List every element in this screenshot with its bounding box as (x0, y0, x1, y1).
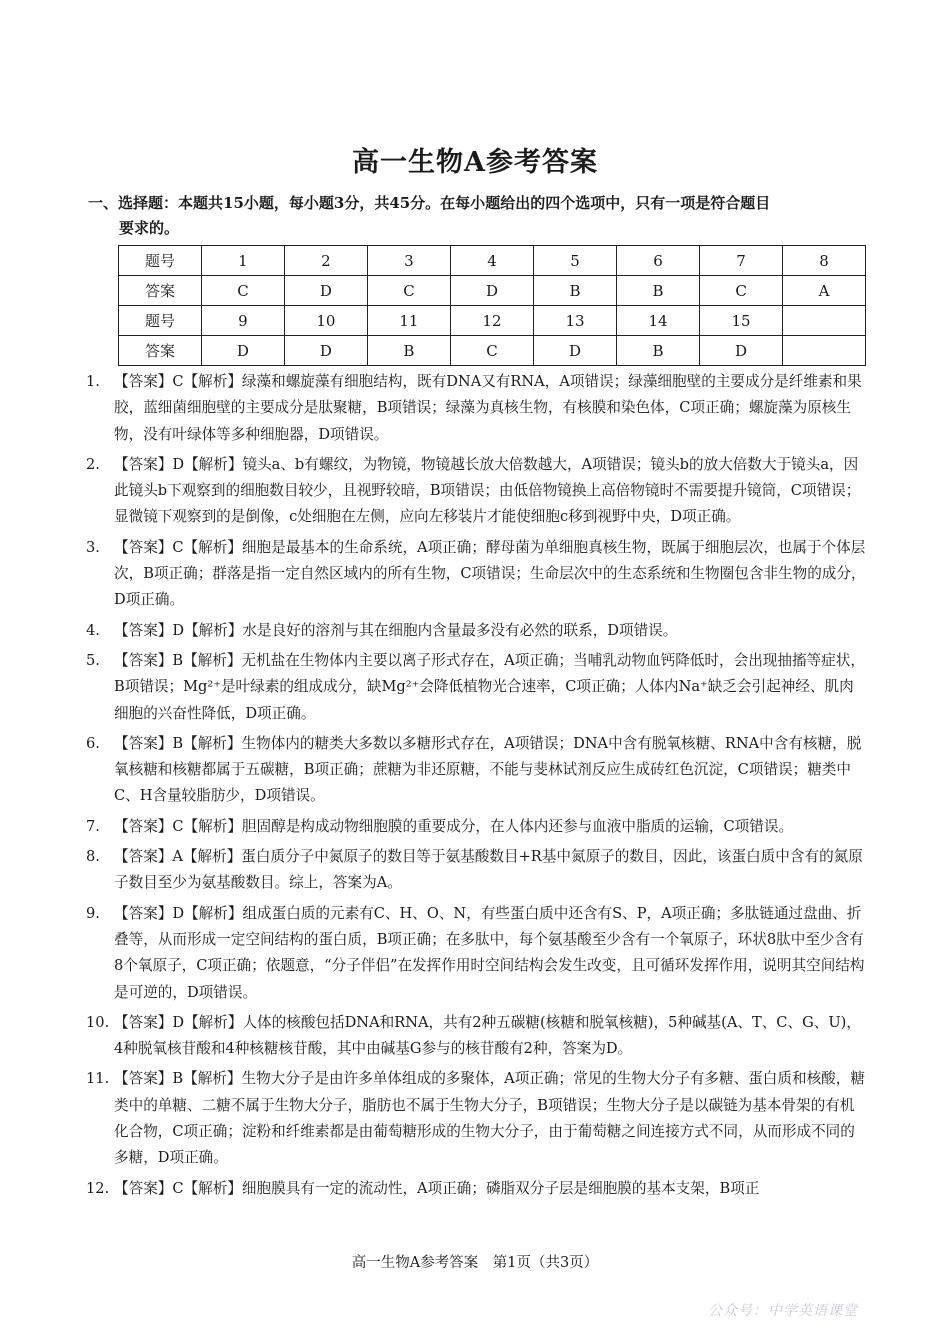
item-text: 【答案】A【解析】蛋白质分子中氮原子的数目等于氨基酸数目+R基中氮原子的数目，因此，该蛋白质中含有的氮原子数目至少为氨基酸数目。综上，答案为A。 (114, 848, 863, 892)
table-cell (783, 306, 866, 336)
explanation-item (86, 731, 868, 810)
table-cell: 8 (783, 246, 866, 276)
item-number: 5. (86, 651, 100, 669)
table-cell: D (700, 336, 783, 366)
explanation-item (86, 369, 868, 448)
table-cell: B (367, 336, 450, 366)
page-title: 高一生物A参考答案 (352, 147, 598, 178)
table-cell: 14 (617, 306, 700, 336)
table-row (119, 336, 866, 366)
table-cell: D (533, 336, 616, 366)
table-cell: 9 (201, 306, 284, 336)
explanation-item (86, 648, 868, 727)
table-cell: 7 (700, 246, 783, 276)
item-number: 8. (86, 848, 100, 866)
item-text: 【答案】C【解析】细胞是最基本的生命系统，A项正确；酵母菌为单细胞真核生物，既属于细胞层次，也属于个体层次，B项正确；群落是指一定自然区域内的所有生物，C项错误；生命层次中的生态系统和生物圈包含非生物的成分，D项正确。 (114, 538, 866, 609)
table-row (119, 276, 866, 306)
item-text: 【答案】B【解析】生物体内的糖类大多数以多糖形式存在，A项错误；DNA中含有脱氧核糖、RNA中含有核糖，脱氧核糖和核糖都属于五碳糖，B项正确；蔗糖为非还原糖，不能与斐林试剂反应生成砖红色沉淀，C项错误；糖类中C、H含量较脂肪少，D项错误。 (114, 734, 862, 805)
table-cell: 4 (450, 246, 533, 276)
table-cell: C (700, 276, 783, 306)
table-cell: 3 (367, 246, 450, 276)
table-cell: 12 (450, 306, 533, 336)
table-cell: A (783, 276, 866, 306)
item-text: 【答案】D【解析】人体的核酸包括DNA和RNA，共有2种五碳糖(核糖和脱氧核糖)，5种碱基(A、T、C、G、U)，4种脱氧核苷酸和4种核糖核苷酸，其中由碱基G参与的核苷酸有2种，答案为D。 (114, 1013, 861, 1058)
table-cell: 题号 (119, 246, 202, 276)
table-cell: 1 (201, 246, 284, 276)
table-cell: 答案 (119, 276, 202, 306)
table-cell: B (617, 336, 700, 366)
table-cell: 13 (533, 306, 616, 336)
table-row (119, 246, 866, 276)
section-heading (88, 191, 868, 241)
item-text: 【答案】C【解析】细胞膜具有一定的流动性，A项正确；磷脂双分子层是细胞膜的基本支架，B项正 (114, 1179, 760, 1197)
explanation-item (86, 452, 868, 531)
table-cell: D (450, 276, 533, 306)
table-cell: 题号 (119, 306, 202, 336)
item-number: 2. (86, 455, 100, 473)
item-number: 4. (86, 621, 100, 639)
section-heading-line2: 要求的。 (119, 219, 180, 237)
item-number: 9. (86, 904, 100, 922)
item-number: 6. (86, 734, 100, 752)
table-cell: D (284, 276, 367, 306)
item-text: 【答案】B【解析】无机盐在生物体内主要以离子形式存在，A项正确；当哺乳动物血钙降低时，会出现抽搐等症状，B项错误；Mg²⁺是叶绿素的组成成分，缺Mg²⁺会降低植物光合速率，C项正确；人体内Na⁺缺乏会引起神经、肌肉细胞的兴奋性降低，D项正确。 (114, 651, 865, 722)
item-number: 3. (86, 538, 100, 556)
answer-table (118, 245, 866, 366)
table-cell: D (284, 336, 367, 366)
table-row (119, 306, 866, 336)
explanation-item (86, 814, 868, 840)
item-text: 【答案】D【解析】组成蛋白质的元素有C、H、O、N，有些蛋白质中还含有S、P，A项正确；多肽链通过盘曲、折叠等，从而形成一定空间结构的蛋白质，B项正确；在多肽中，每个氨基酸至少含有一个氧原子，环状8肽中至少含有8个氧原子，C项正确；依题意，“分子伴侣”在发挥作用时空间结构会发生改变，且可循环发挥作用，说明其空间结构是可逆的，D项错误。 (114, 904, 865, 1001)
item-number: 10. (86, 1013, 110, 1031)
explanation-item (86, 1066, 868, 1171)
item-number: 1. (86, 373, 100, 390)
table-cell: D (201, 336, 284, 366)
table-cell: 11 (367, 306, 450, 336)
item-text: 【答案】B【解析】生物大分子是由许多单体组成的多聚体，A项正确；常见的生物大分子有多糖、蛋白质和核酸，糖类中的单糖、二糖不属于生物大分子，脂肪也不属于生物大分子，B项错误；生物大分子是以碳链为基本骨架的有机化合物，C项正确；淀粉和纤维素都是由葡萄糖形成的生物大分子，由于葡萄糖之间连接方式不同，从而形成不同的多糖，D项正确。 (114, 1070, 865, 1167)
item-number: 12. (86, 1179, 110, 1197)
explanation-item (86, 901, 868, 1006)
item-text: 【答案】C【解析】绿藻和螺旋藻有细胞结构，既有DNA又有RNA，A项错误；绿藻细胞壁的主要成分是纤维素和果胶，蓝细菌细胞壁的主要成分是肽聚糖，B项错误；绿藻为真核生物，有核膜和染色体，C项正确；螺旋藻为原核生物，没有叶绿体等多种细胞器，D项错误。 (114, 373, 862, 443)
table-cell: 答案 (119, 336, 202, 366)
table-cell: 15 (700, 306, 783, 336)
table-cell (783, 336, 866, 366)
table-cell: 2 (284, 246, 367, 276)
table-cell: C (367, 276, 450, 306)
explanation-item (86, 1176, 868, 1202)
page-footer: 高一生物A参考答案 第1页（共3页） (351, 1255, 599, 1271)
item-text: 【答案】D【解析】水是良好的溶剂与其在细胞内含量最多没有必然的联系，D项错误。 (114, 621, 678, 639)
table-cell: B (533, 276, 616, 306)
section-heading-line1: 一、选择题：本题共15小题，每小题3分，共45分。在每小题给出的四个选项中，只有一项是符合题目 (88, 194, 771, 212)
table-cell: 10 (284, 306, 367, 336)
table-cell: 5 (533, 246, 616, 276)
explanation-item (86, 618, 868, 644)
table-cell: B (617, 276, 700, 306)
explanation-item (86, 535, 868, 614)
item-text: 【答案】D【解析】镜头a、b有螺纹，为物镜，物镜越长放大倍数越大，A项错误；镜头b的放大倍数大于镜头a，因此镜头b下观察到的细胞数目较少，且视野较暗，B项错误；由低倍物镜换上高倍物镜时不需要提升镜筒，C项错误；显微镜下观察到的是倒像，c处细胞在左侧，应向左移装片才能使细胞c移到视野中央，D项正确。 (114, 455, 861, 526)
explanation-item (86, 844, 868, 897)
watermark: 公众号：中学英语课堂 (708, 1303, 858, 1319)
table-cell: C (450, 336, 533, 366)
table-cell: 6 (617, 246, 700, 276)
table-cell: C (201, 276, 284, 306)
explanation-list (86, 369, 868, 1206)
item-number: 7. (86, 817, 100, 835)
item-text: 【答案】C【解析】胆固醇是构成动物细胞膜的重要成分，在人体内还参与血液中脂质的运输，C项错误。 (114, 817, 794, 835)
item-number: 11. (86, 1070, 110, 1088)
explanation-item (86, 1010, 868, 1063)
